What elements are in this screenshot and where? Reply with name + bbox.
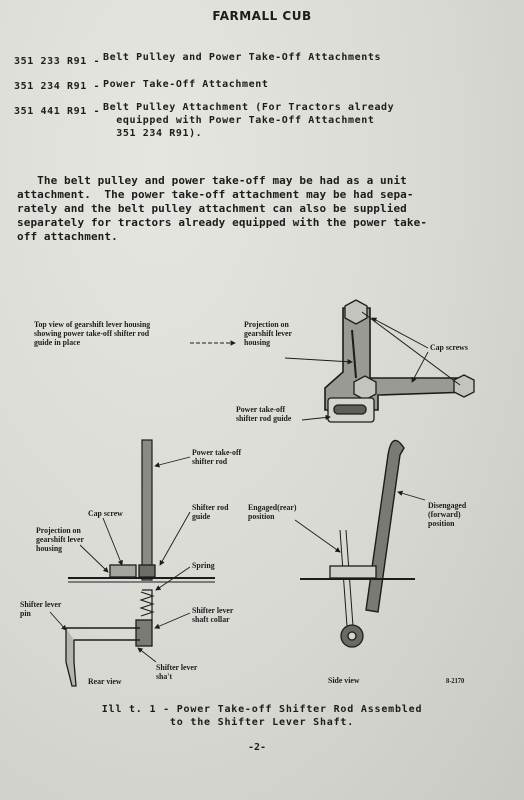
label-top-view: Top view of gearshift lever housing showing power take-off shifter rod guide in place	[34, 319, 151, 347]
part-number: 351 441 R91 -	[14, 106, 101, 117]
part-description: 351 234 R91).	[103, 128, 203, 139]
top-view-housing	[325, 300, 474, 422]
part-description: Belt Pulley and Power Take-Off Attachments	[103, 52, 382, 63]
paragraph-line: attachment. The power take-off attachment may be had sepa-	[17, 188, 414, 201]
label-shifter-lever-pin: Shifter lever pin	[20, 599, 62, 618]
label-projection-top: Projection on gearshift lever housing	[244, 319, 292, 347]
label-cap-screws: Cap screws	[430, 342, 468, 352]
figure-caption: to the Shifter Lever Shaft.	[169, 717, 355, 728]
label-engaged-position: Engaged(rear) position	[248, 502, 297, 521]
page-number: -2-	[248, 742, 267, 753]
label-shifter-rod-guide: Shifter rod guide	[192, 502, 229, 521]
label-shifter-lever-shaft: Shifter lever sha't	[156, 662, 198, 681]
label-projection-left: Projection on gearshift lever housing	[36, 525, 84, 553]
part-number: 351 234 R91 -	[14, 81, 101, 92]
side-view-assembly	[300, 440, 415, 647]
label-cap-screw: Cap screw	[88, 508, 123, 518]
figure-caption: Ill t. 1 - Power Take-off Shifter Rod Assembled	[101, 704, 423, 715]
label-shaft-collar: Shifter lever shaft collar	[192, 605, 234, 624]
paragraph-line: off attachment.	[17, 230, 118, 243]
paragraph-line: separately for tractors already equipped with the power take-	[17, 216, 428, 229]
part-description: equipped with Power Take-Off Attachment	[103, 115, 375, 126]
label-disengaged-position: Disengaged (forward) position	[428, 500, 467, 528]
paragraph-line: rately and the belt pulley attachment can also be supplied	[17, 202, 407, 215]
label-figure-code: 8-2170	[446, 677, 465, 685]
part-number: 351 233 R91 -	[14, 56, 101, 67]
part-description: Power Take-Off Attachment	[103, 79, 269, 90]
label-pto-shifter-rod: Power take-off shifter rod	[192, 447, 242, 466]
paragraph-line: The belt pulley and power take-off may be had as a unit	[17, 174, 407, 187]
label-shifter-rod-guide-top: Power take-off shifter rod guide	[236, 404, 292, 423]
page-title: FARMALL CUB	[212, 9, 312, 23]
label-spring: Spring	[192, 560, 215, 570]
part-description: Belt Pulley Attachment (For Tractors already	[103, 102, 395, 113]
label-rear-view: Rear view	[88, 676, 122, 686]
label-side-view: Side view	[328, 675, 360, 685]
